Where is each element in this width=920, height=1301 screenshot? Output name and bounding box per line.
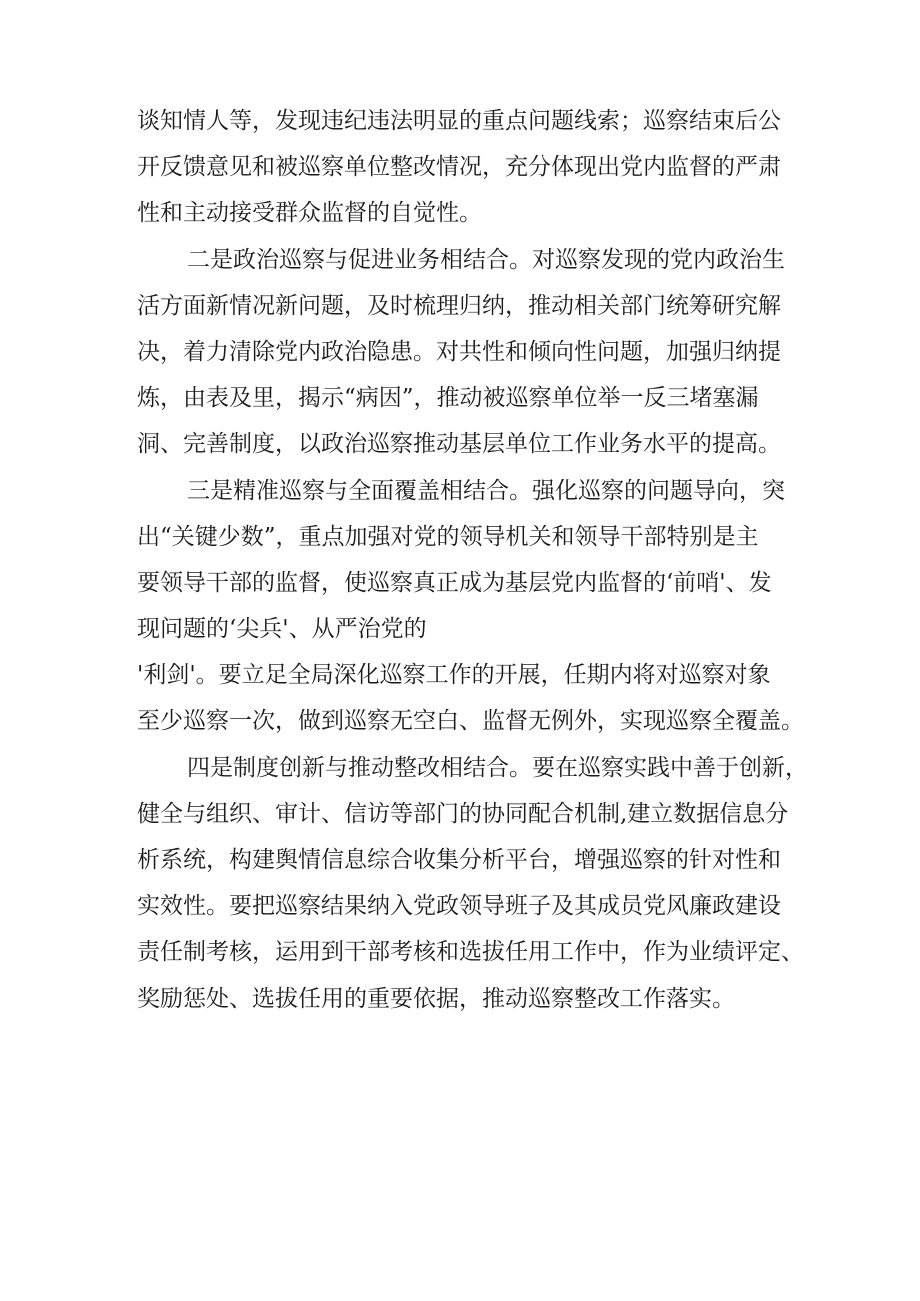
paragraph-3-line-3: 要领导干部的监督，使巡察真正成为基层党内监督的‘前哨'、发: [137, 569, 772, 596]
paragraph-4-line-5: 责任制考核，运用到干部考核和选拔任用工作中，作为业绩评定、: [137, 939, 804, 966]
paragraph-2-line-2: 活方面新情况新问题，及时梳理归纳，推动相关部门统筹研究解: [137, 292, 781, 319]
paragraph-4-line-4: 实效性。要把巡察结果纳入党政领导班子及其成员党风廉政建设: [137, 893, 781, 920]
paragraph-4-line-2: 健全与组织、审计、信访等部门的协同配合机制,建立数据信息分: [137, 800, 789, 827]
paragraph-2-line-4: 炼，由表及里，揭示“病因”，推动被巡察单位举一反三堵塞漏: [137, 385, 759, 412]
paragraph-3-line-4: 现问题的‘尖兵'、从严治党的: [137, 616, 427, 643]
paragraph-3-line-6: 至少巡察一次，做到巡察无空白、监督无例外，实现巡察全覆盖。: [137, 708, 804, 735]
paragraph-2-line-1: 二是政治巡察与促进业务相结合。对巡察发现的党内政治生: [187, 246, 785, 273]
paragraph-2-line-5: 洞、完善制度，以政治巡察推动基层单位工作业务水平的提高。: [137, 431, 781, 458]
paragraph-4-line-6: 奖励惩处、选拔任用的重要依据，推动巡察整改工作落实。: [137, 985, 735, 1012]
paragraph-3-line-2: 出“关键少数”，重点加强对党的领导机关和领导干部特别是主: [137, 523, 759, 550]
paragraph-4-line-3: 析系统，构建舆情信息综合收集分析平台，增强巡察的针对性和: [137, 847, 781, 873]
paragraph-2-line-3: 决，着力清除党内政治隐患。对共性和倾向性问题，加强归纳提: [137, 338, 781, 365]
paragraph-1-line-1: 谈知情人等，发现违纪违法明显的重点问题线索；巡察结束后公: [137, 108, 781, 134]
paragraph-1-line-2: 开反馈意见和被巡察单位整改情况，充分体现出党内监督的严肃: [137, 154, 781, 181]
paragraph-3-line-1: 三是精准巡察与全面覆盖相结合。强化巡察的问题导向，突: [187, 477, 785, 504]
paragraph-1-line-3: 性和主动接受群众监督的自觉性。: [137, 200, 482, 227]
paragraph-4-line-1: 四是制度创新与推动整改相结合。要在巡察实践中善于创新，: [187, 754, 808, 781]
document-body: [137, 98, 817, 1022]
paragraph-3-line-5: '利剑'。要立足全局深化巡察工作的开展，任期内将对巡察对象: [137, 662, 771, 689]
